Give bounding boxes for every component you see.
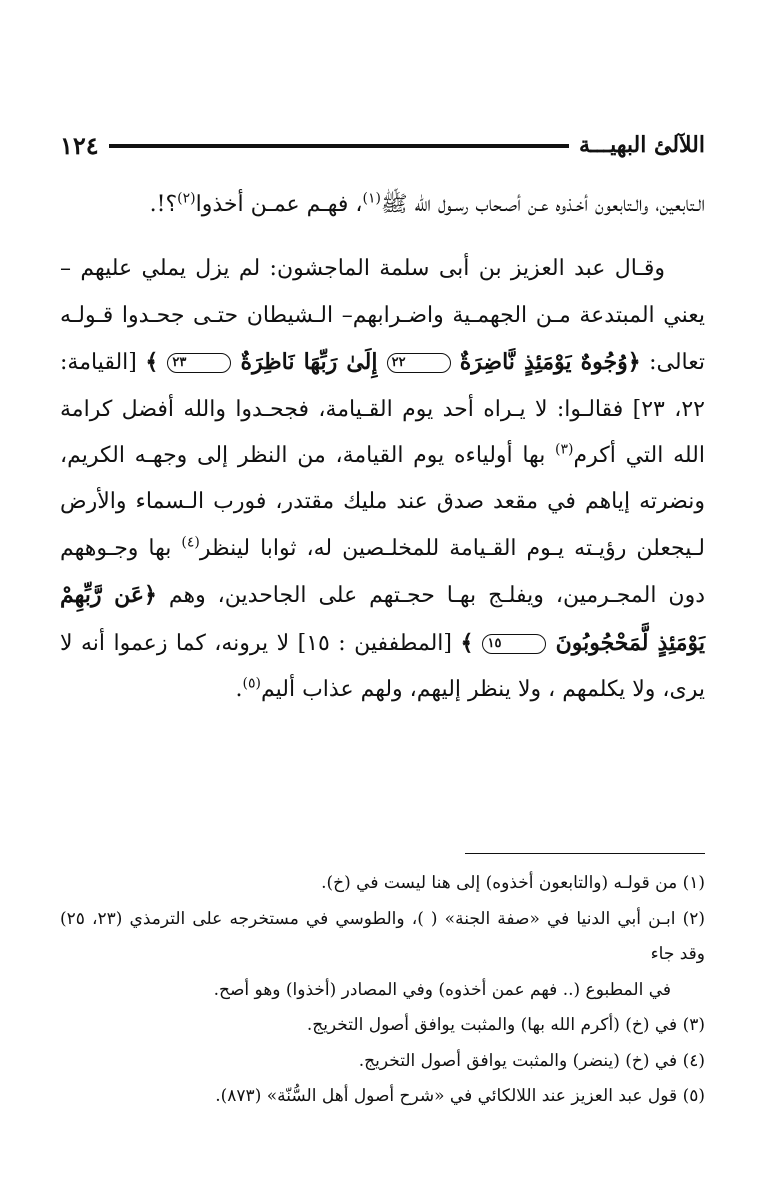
text-segment: الـتابعين، والـتابعون أخـذوه عـن أصـحاب رسـول الله ﷺ	[380, 192, 705, 217]
text-segment: .	[235, 677, 243, 703]
page-header	[60, 128, 705, 162]
paragraph-2	[60, 246, 705, 713]
page-number: ١٢٤	[60, 130, 99, 160]
ayah-number-marker: ٢٣	[167, 353, 231, 373]
footnote-1: (١) من قولـه (والتابعون أخذوه) إلى هنا ليست في (خ).	[321, 873, 705, 893]
text-segment: وقـال عبد العزيز بن أبى سلمة الماجشون: لم يزل يملي عليهم –يعني المبتدعة مـن الجهمـية واضـرابهم– الـشيطان حتـى جحـدوا قـولـه تعالى:	[60, 256, 705, 376]
paragraph-1	[60, 182, 705, 228]
footnotes	[60, 866, 705, 1115]
main-text	[60, 182, 705, 713]
header-rule	[109, 144, 569, 148]
footnote-ref-2: (٢)	[177, 190, 196, 207]
ayah-number-marker: ١٥	[482, 634, 546, 654]
footnote-4: (٤) في (خ) (ينضر) والمثبت يوافق أصول التخريج.	[358, 1050, 705, 1071]
quran-bracket: ﴾	[460, 629, 474, 656]
footnote-ref-1: (١)	[362, 190, 381, 207]
text-segment: [القيامة: ٢٢، ٢٣] فقالـوا: لا يـراه أحد يوم القـيامة، فجحـدوا والله أفضل كرامة الله التي أكرم	[60, 350, 705, 469]
quran-text: ﴿وُجُوهٌ يَوْمَئِذٍ نَّاضِرَةٌ	[459, 349, 641, 376]
text-segment: بها أولياءه يوم القيامة، من النظر إلى وجهـه الكريم، ونضرته إياهم في مقعد صدق عند مليك مقتدر، فورب الـسماء والأرض لـيجعلن رؤيـته يـوم القـيامة للمخلـصين له، ثوابا لينظر	[60, 443, 705, 561]
footnote-ref-5: (٥)	[242, 675, 261, 692]
text-segment: ، فهـم عمـن أخذوا	[195, 192, 363, 217]
quran-verse-1	[145, 349, 640, 375]
footnote-ref-4: (٤)	[181, 534, 200, 551]
footnote-5: (٥) قول عبد العزيز عند اللالكائي في «شرح أصول أهل السُّنّة» (٨٧٣).	[215, 1086, 705, 1106]
footnote-separator	[465, 853, 705, 854]
footnote-2: (٢) ابـن أبي الدنيا في «صفة الجنة» ( )، والطوسي في مستخرجه على الترمذي (٢٣، ٢٥) وقد جاء	[60, 908, 705, 964]
footnote-3: (٣) في (خ) (أكرم الله بها) والمثبت يوافق أصول التخريج.	[306, 1015, 705, 1035]
text-segment: بها وجـوههم دون المجـرمين، ويفلـج بهـا حجـتهم على الجاحدين، وهم	[60, 535, 705, 609]
book-title: اللآلئ البهيـــة	[578, 132, 705, 158]
ayah-number-marker: ٢٢	[387, 353, 451, 373]
text-segment: ؟!.	[149, 192, 178, 217]
quran-bracket: ﴾	[145, 349, 159, 376]
quran-text: ﴿عَن رَّبِّهِمْ يَوْمَئِذٍ لَّمَحْجُوبُونَ	[60, 582, 705, 656]
text-segment: [المطففين : ١٥] لا يرونه، كما زعموا أنه لا يرى، ولا يكلمهم ، ولا ينظر إليهم، ولهم عذاب أليم	[60, 630, 705, 703]
footnote-ref-3: (٣)	[555, 441, 574, 458]
footnote-2-continued: في المطبوع (.. فهم عمن أخذوه) وفي المصادر (أخذوا) وهو أصح.	[213, 979, 671, 1000]
quran-text: إِلَىٰ رَبِّهَا نَاظِرَةٌ	[240, 349, 378, 376]
